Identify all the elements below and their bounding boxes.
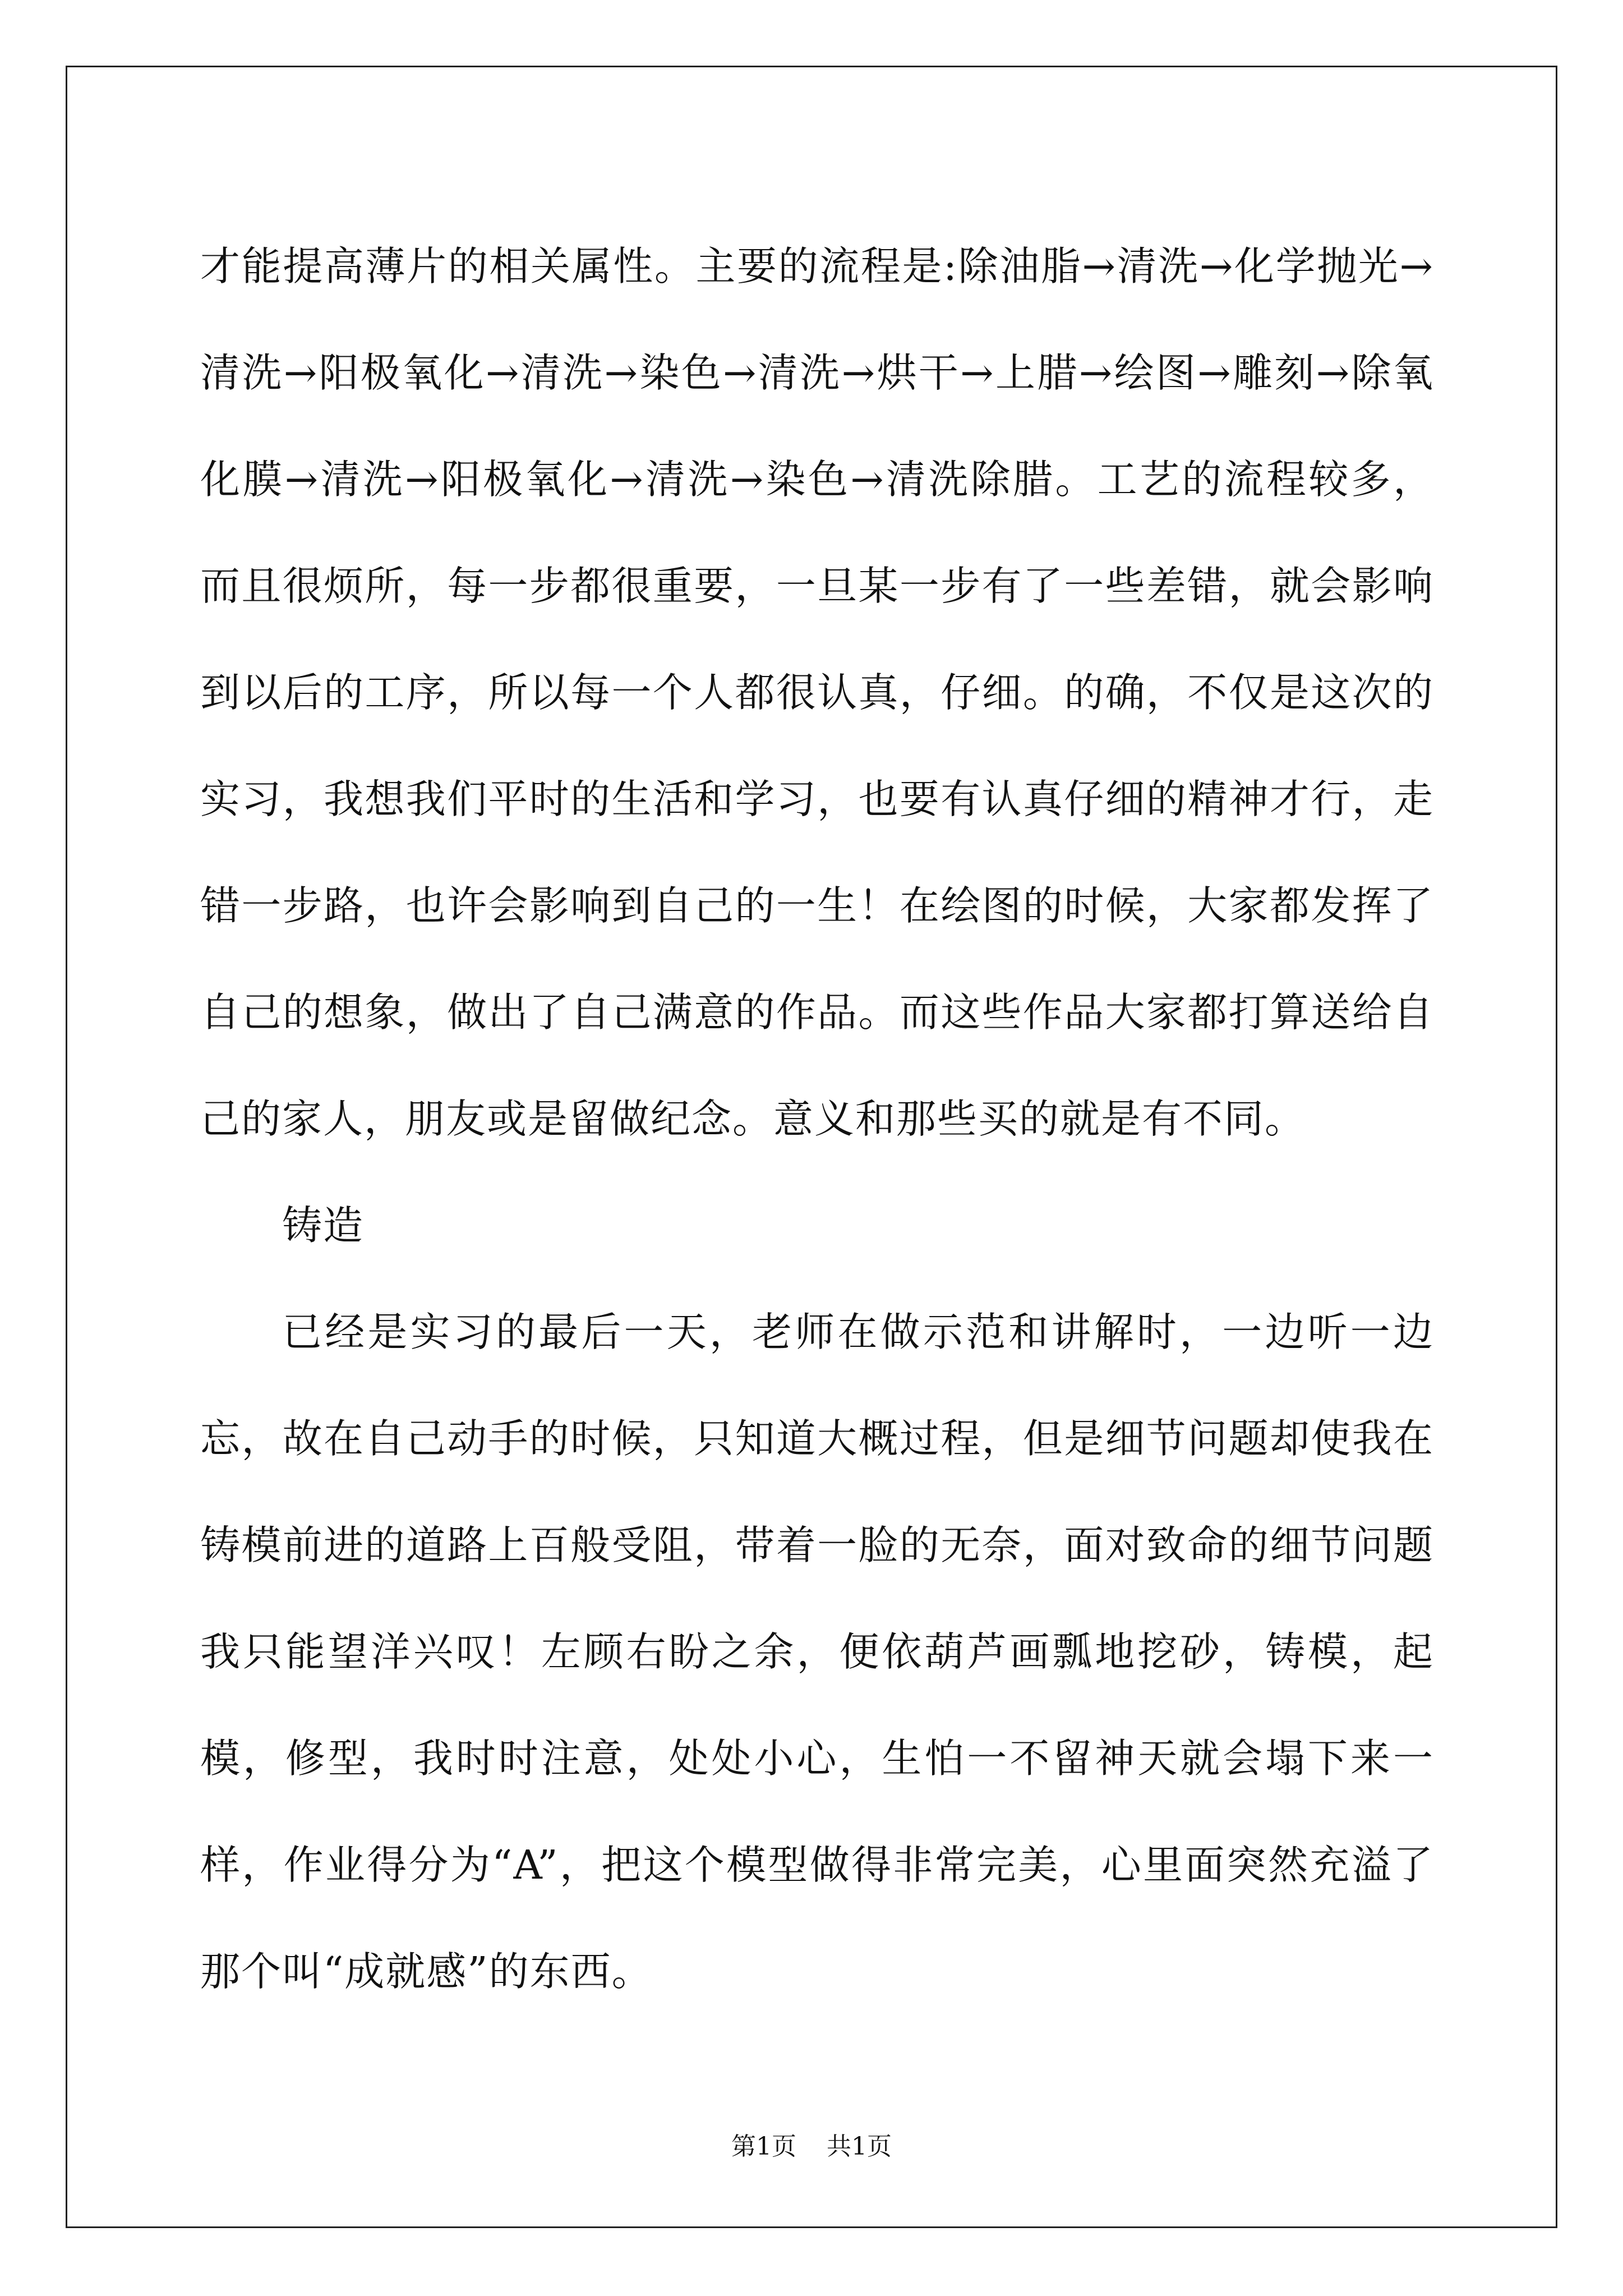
page-number: 第1页: [731, 2132, 796, 2161]
body-paragraph-continued: 才能提高薄片的相关属性。主要的流程是:除油脂→清洗→化学抛光→清洗→阳极氧化→清洗→染色→清洗→烘干→上腊→绘图→雕刻→除氧化膜→清洗→阳极氧化→清洗→染色→清洗除腊。工艺的流程较多，而且很烦所，每一步都很重要，一旦某一步有了一些差错，就会影响到以后的工序，所以每一个人都很认真，仔细。的确，不仅是这次的实习，我想我们平时的生活和学习，也要有认真仔细的精神才行，走错一步路，也许会影响到自己的一生！在绘图的时候，大家都发挥了自己的想象，做出了自己满意的作品。而这些作品大家都打算送给自己的家人，朋友或是留做纪念。意义和那些买的就是有不同。: [200, 243, 1434, 1142]
page-footer: [0, 2126, 1623, 2162]
section-heading: 铸造: [282, 1202, 365, 1249]
body-paragraph-casting: 已经是实习的最后一天，老师在做示范和讲解时，一边听一边忘，故在自己动手的时候，只知道大概过程，但是细节问题却使我在铸模前进的道路上百般受阻，带着一脸的无奈，面对致命的细节问题我只能望洋兴叹！左顾右盼之余，便依葫芦画瓢地挖砂，铸模，起模，修型，我时时注意，处处小心，生怕一不留神天就会塌下来一样，作业得分为“A”，把这个模型做得非常完美，心里面突然充溢了那个叫“成就感”的东西。: [200, 1309, 1434, 1995]
document-body: [200, 213, 1434, 2025]
page-total: 共1页: [827, 2132, 892, 2161]
